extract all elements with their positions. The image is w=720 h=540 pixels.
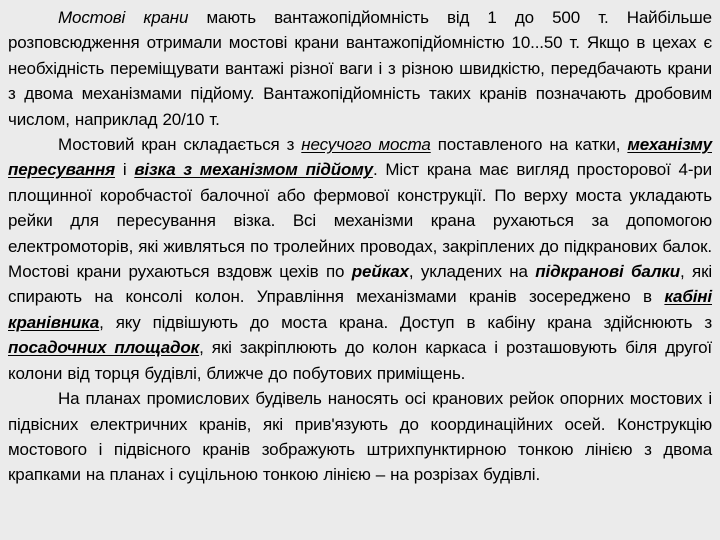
- paragraph-bridge-crane-structure: [8, 132, 712, 386]
- term-travel-mechanism: механізму пересування: [8, 135, 712, 180]
- paragraph-text: поставленого на катки,: [430, 135, 628, 155]
- term-crane-beams: підкранові балки: [535, 262, 680, 282]
- paragraph-text: На планах промислових будівель наносять осі кранових рейок опорних мостових і підвісних електричних кранів, які прив'язують до координаційних осей. Конструкцію мостового і підвісного кранів зображують штрихпунктирною тонкою лінією з двома крапками на планах і суцільною тонкою лінією – на розрізах будівлі.: [8, 389, 712, 485]
- term-load-bearing-bridge: несучого моста: [301, 135, 431, 155]
- paragraph-bridge-crane-capacity: [8, 5, 712, 132]
- term-operator-cabin: кабіні кранівника: [8, 287, 712, 332]
- paragraph-text: . Міст крана має вигляд просторової 4-ри площинної коробчастої балочної або фермової конструкції. По верху моста укладають рейки для пересування візка. Всі механізми крана рухаються за допомогою електромоторів, які живляться по тролейних проводах, закріплених до підкранових балок. Мостові крани рухаються вздовж цехів по: [8, 160, 712, 282]
- paragraph-text: , які спирають на консолі колон. Управління механізмами кранів зосереджено в: [8, 262, 713, 307]
- term-bridge-cranes: Мостові крани: [58, 8, 189, 27]
- paragraph-text: мають вантажопідйомність від 1 до 500 т. Найбільше розповсюдження отримали мостові крани вантажопідйомністю 10...50 т. Якщо в цехах є необхідність переміщувати вантажі різної ваги і з різною швидкістю, передбачають крани з двома механізмами підйому. Вантажопідйомність таких кранів позначають дробовим числом, наприклад 20/10 т.: [8, 8, 712, 129]
- paragraph-text: і: [114, 160, 135, 180]
- paragraph-text: Мостовий кран складається з: [58, 135, 302, 155]
- paragraph-crane-drawings: [8, 386, 712, 488]
- term-boarding-platforms: посадочних площадок: [8, 338, 200, 358]
- term-trolley-with-hoist: візка з механізмом підйому: [134, 160, 373, 180]
- paragraph-text: , які закріплюють до колон каркаса і розташовують біля другої колони від торця будівлі, ближче до побутових приміщень.: [8, 338, 712, 383]
- term-rails: рейках: [351, 262, 409, 282]
- paragraph-text: , яку підвішують до моста крана. Доступ в кабіну крана здійснюють з: [99, 312, 712, 332]
- paragraph-text: , укладених на: [408, 262, 536, 282]
